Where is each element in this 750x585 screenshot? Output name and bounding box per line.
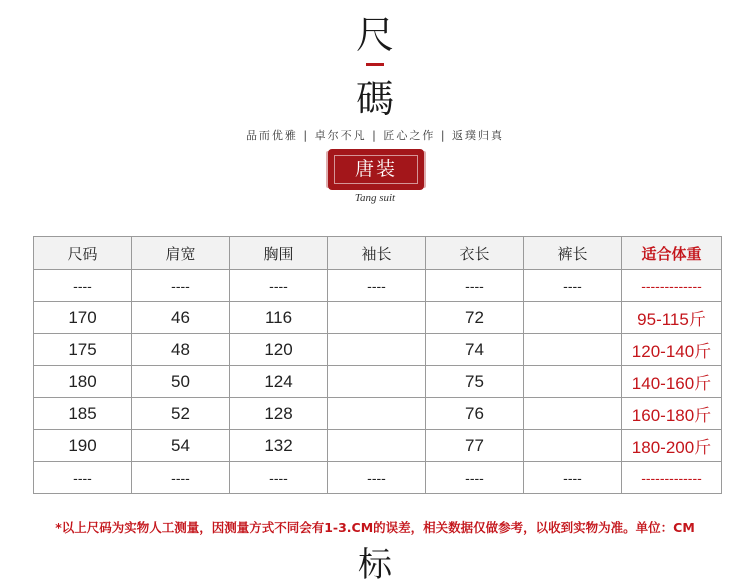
table-cell: ----: [328, 270, 426, 302]
table-cell: 120: [230, 334, 328, 366]
size-chart-header: [0, 0, 750, 230]
table-cell: [524, 398, 622, 430]
table-row: [34, 398, 722, 430]
title-divider: [366, 63, 384, 66]
table-cell: 124: [230, 366, 328, 398]
table-row: [34, 462, 722, 494]
table-cell: 72: [426, 302, 524, 334]
table-row: [34, 366, 722, 398]
table-cell: 170: [34, 302, 132, 334]
table-cell: 120-140斤: [622, 334, 722, 366]
table-header-row: [34, 237, 722, 270]
header-cell-shoulder: 肩宽: [132, 237, 230, 270]
subtitle-english: Tang suit: [354, 192, 396, 204]
table-cell: [524, 302, 622, 334]
table-cell: 180-200斤: [622, 430, 722, 462]
table-cell: ----: [132, 270, 230, 302]
table-row: [34, 302, 722, 334]
title-char-ma: 碼: [355, 77, 394, 121]
table-cell: ----: [426, 270, 524, 302]
size-table: [33, 236, 722, 494]
header-cell-size: 尺码: [34, 237, 132, 270]
table-cell: ----: [328, 462, 426, 494]
table-cell: ----: [524, 462, 622, 494]
measurement-note: *以上尺码为实物人工测量，因测量方式不同会有1-3.CM的误差，相关数据仅做参考，以收到实物为准。单位：CM: [55, 520, 695, 535]
tang-suit-stamp: [330, 151, 422, 188]
table-cell: 76: [426, 398, 524, 430]
table-cell: ----: [34, 462, 132, 494]
table-cell: [524, 334, 622, 366]
header-cell-chest: 胸围: [230, 237, 328, 270]
table-cell: -------------: [622, 270, 722, 302]
table-cell: [524, 366, 622, 398]
table-cell: 95-115斤: [622, 302, 722, 334]
table-cell: ----: [34, 270, 132, 302]
table-cell: 116: [230, 302, 328, 334]
table-cell: 74: [426, 334, 524, 366]
table-cell: [328, 366, 426, 398]
table-cell: 175: [34, 334, 132, 366]
table-cell: 75: [426, 366, 524, 398]
table-row: [34, 270, 722, 302]
table-cell: 48: [132, 334, 230, 366]
table-cell: ----: [132, 462, 230, 494]
table-cell: 132: [230, 430, 328, 462]
header-cell-pants: 裤长: [524, 237, 622, 270]
table-cell: 128: [230, 398, 328, 430]
table-cell: 54: [132, 430, 230, 462]
table-cell: ----: [524, 270, 622, 302]
table-cell: 46: [132, 302, 230, 334]
table-cell: 185: [34, 398, 132, 430]
table-row: [34, 430, 722, 462]
table-cell: [328, 398, 426, 430]
table-cell: 77: [426, 430, 524, 462]
header-cell-weight: 适合体重: [622, 237, 722, 270]
tagline: 品而优雅 | 卓尔不凡 | 匠心之作 | 返璞归真: [245, 129, 505, 142]
table-cell: 140-160斤: [622, 366, 722, 398]
stamp-label: 唐装: [354, 158, 397, 180]
table-row: [34, 334, 722, 366]
table-cell: ----: [426, 462, 524, 494]
table-cell: [524, 430, 622, 462]
table-cell: 52: [132, 398, 230, 430]
title-char-chi: 尺: [355, 13, 394, 57]
header-cell-length: 衣长: [426, 237, 524, 270]
next-section-title-glyph: 标: [358, 545, 392, 585]
header-cell-sleeve: 袖长: [328, 237, 426, 270]
table-cell: [328, 430, 426, 462]
table-cell: ----: [230, 462, 328, 494]
table-cell: -------------: [622, 462, 722, 494]
table-cell: 160-180斤: [622, 398, 722, 430]
table-cell: 180: [34, 366, 132, 398]
table-cell: [328, 302, 426, 334]
table-cell: 50: [132, 366, 230, 398]
table-cell: ----: [230, 270, 328, 302]
table-cell: 190: [34, 430, 132, 462]
table-cell: [328, 334, 426, 366]
